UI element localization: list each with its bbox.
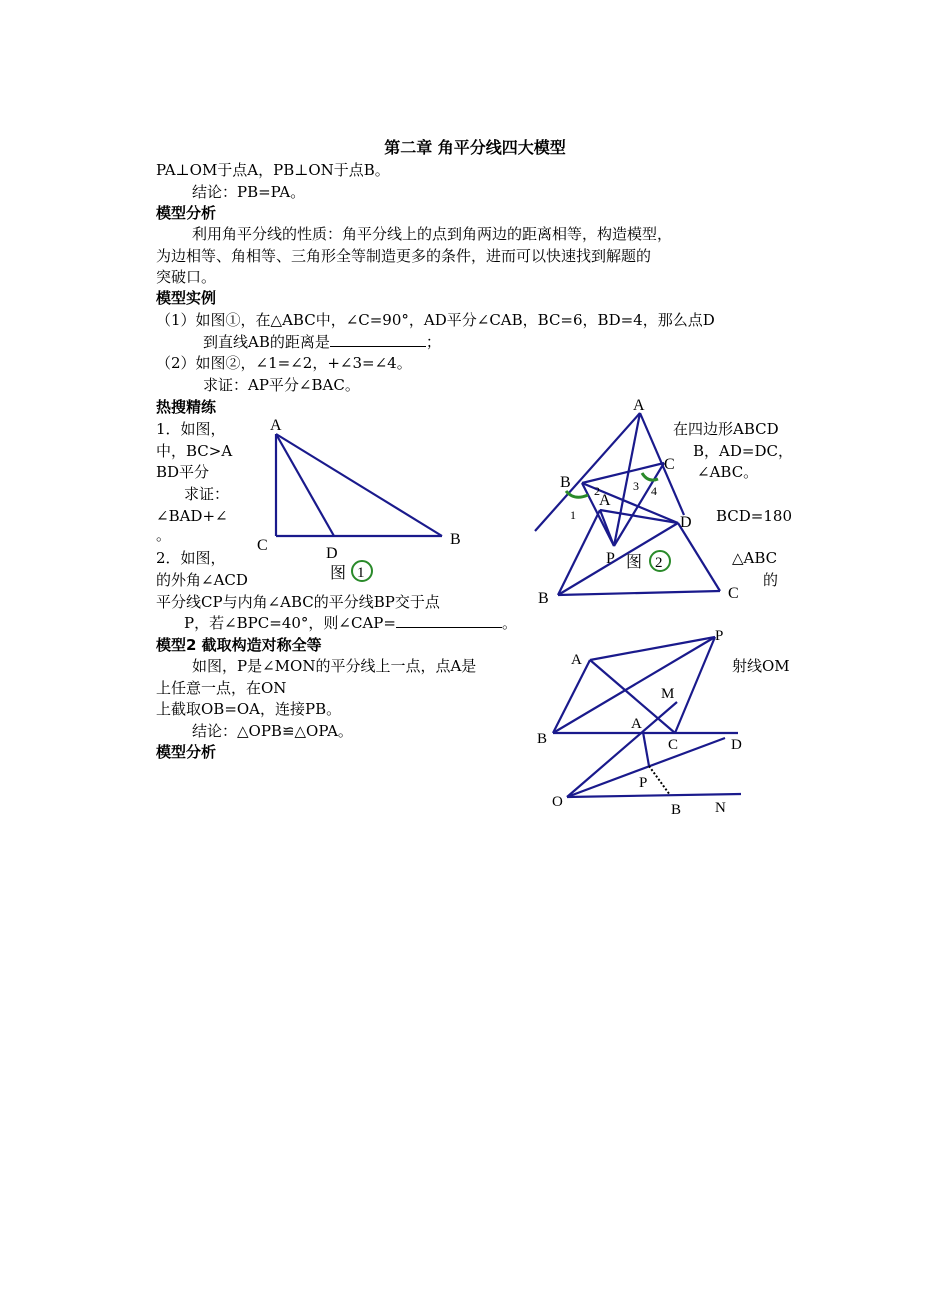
practice-heading: 热搜精练 — [156, 398, 217, 416]
segment-ab — [276, 434, 442, 536]
practice-2-text: P，若∠BPC=40°，则∠CAP= — [184, 614, 396, 632]
label-d: D — [680, 514, 692, 531]
label-c: C — [257, 537, 268, 554]
label-b-bottom: B — [538, 590, 549, 607]
example-heading: 模型实例 — [156, 289, 217, 307]
practice-2-right-1: △ABC — [732, 549, 778, 567]
practice-2-b: 的外角∠ACD — [156, 571, 248, 589]
practice-2-right-2: 的 — [763, 571, 779, 589]
label-c: C — [664, 456, 675, 473]
segment-bottom — [558, 591, 720, 595]
practice-1-right-4: BCD=180 — [716, 507, 793, 525]
figure-1 — [250, 410, 480, 590]
label-b: B — [537, 731, 548, 747]
label-angle-2: 2 — [594, 484, 600, 498]
model2-heading: 模型2 截取构造对称全等 — [156, 636, 322, 654]
label-p: P — [606, 550, 615, 567]
label-o: O — [552, 794, 563, 810]
figure-4 — [545, 680, 745, 818]
model1-conclusion: 结论：PB=PA。 — [192, 183, 306, 201]
segment-a-p — [600, 510, 614, 546]
label-d: D — [731, 737, 742, 753]
practice-2-d — [184, 613, 517, 633]
model2-line-3: 上截取OB=OA，连接PB。 — [156, 700, 342, 718]
label-p: P — [639, 775, 648, 791]
caption-number-1: 1 — [357, 565, 365, 581]
figure-2 — [530, 395, 739, 607]
practice-1-right-2: B，AD=DC， — [693, 442, 793, 460]
label-c-bottom: C — [728, 585, 739, 602]
analysis-line-1: 利用角平分线的性质：角平分线上的点到角两边的距离相等，构造模型， — [192, 225, 673, 243]
label-n: N — [715, 800, 726, 816]
segment-ap — [643, 732, 649, 766]
label-a-top: A — [633, 397, 645, 414]
practice-2-c: 平分线CP与内角∠ABC的平分线BP交于点 — [156, 593, 440, 611]
model1-line1: PA⊥OM于点A，PB⊥ON于点B。 — [156, 161, 390, 179]
model2-line-2: 上任意一点，在ON — [156, 679, 287, 697]
figure-1-caption: 图 — [330, 565, 347, 582]
practice-2-a: 2．如图， — [156, 549, 226, 567]
example-2-line-1: （2）如图②，∠1=∠2，+∠3=∠4。 — [156, 354, 412, 372]
analysis-line-3: 突破口。 — [156, 268, 217, 286]
example-2-line-2: 求证：AP平分∠BAC。 — [203, 376, 360, 394]
answer-blank-1[interactable] — [330, 346, 426, 347]
example-1-line-1: （1）如图①，在△ABC中，∠C=90°，AD平分∠CAB，BC=6，BD=4，那么点D — [156, 311, 715, 329]
practice-1-d: 求证： — [184, 485, 230, 503]
practice-1-b: 中，BC>A — [156, 442, 233, 460]
practice-1-f: 。 — [156, 526, 172, 544]
analysis-heading: 模型分析 — [156, 204, 217, 222]
figure-4-lines — [567, 702, 741, 797]
label-c: C — [668, 737, 679, 753]
label-m: M — [661, 686, 675, 702]
label-b: B — [450, 531, 461, 548]
label-angle-3: 3 — [633, 479, 639, 493]
label-b: B — [671, 802, 682, 818]
practice-1-c: BD平分 — [156, 463, 210, 481]
practice-1-right-3: ∠ABC。 — [697, 463, 759, 481]
label-angle-1: 1 — [570, 508, 576, 522]
model2-conclusion: 结论：△OPB≌△OPA。 — [192, 722, 353, 740]
practice-1-a: 1．如图， — [156, 420, 226, 438]
practice-2-end: 。 — [501, 614, 517, 632]
segment-ad — [276, 434, 334, 536]
answer-blank-2[interactable] — [396, 627, 502, 628]
segment-d-right — [678, 523, 720, 591]
example-1-text: 到直线AB的距离是 — [203, 333, 330, 351]
page-title: 第二章 角平分线四大模型 — [384, 138, 566, 157]
label-d: D — [326, 545, 338, 562]
practice-1-right-1: 在四边形ABCD — [673, 420, 779, 438]
label-a: A — [270, 417, 282, 434]
label-a-inner: A — [599, 492, 611, 509]
label-p: P — [715, 628, 724, 644]
model2-line-1-right: 射线OM — [732, 657, 790, 675]
model2-analysis-heading: 模型分析 — [156, 743, 217, 761]
label-a: A — [631, 716, 642, 732]
figure-1-lines — [276, 434, 442, 536]
caption-number-2: 2 — [655, 555, 663, 571]
example-1-line-2 — [203, 332, 441, 352]
ray-on — [567, 794, 741, 797]
segment-pb-dotted — [649, 766, 670, 795]
segment-ad — [600, 510, 678, 523]
figure-2-caption: 图 — [626, 554, 643, 571]
example-1-end: ； — [425, 333, 441, 351]
analysis-line-2: 为边相等、角相等、三角形全等制造更多的条件，进而可以快速找到解题的 — [156, 247, 652, 265]
label-a: A — [571, 652, 582, 668]
model2-line-1: 如图，P是∠MON的平分线上一点，点A是 — [192, 657, 477, 675]
label-angle-4: 4 — [651, 484, 657, 498]
practice-1-e: ∠BAD+∠ — [156, 507, 228, 525]
label-b: B — [560, 474, 571, 491]
